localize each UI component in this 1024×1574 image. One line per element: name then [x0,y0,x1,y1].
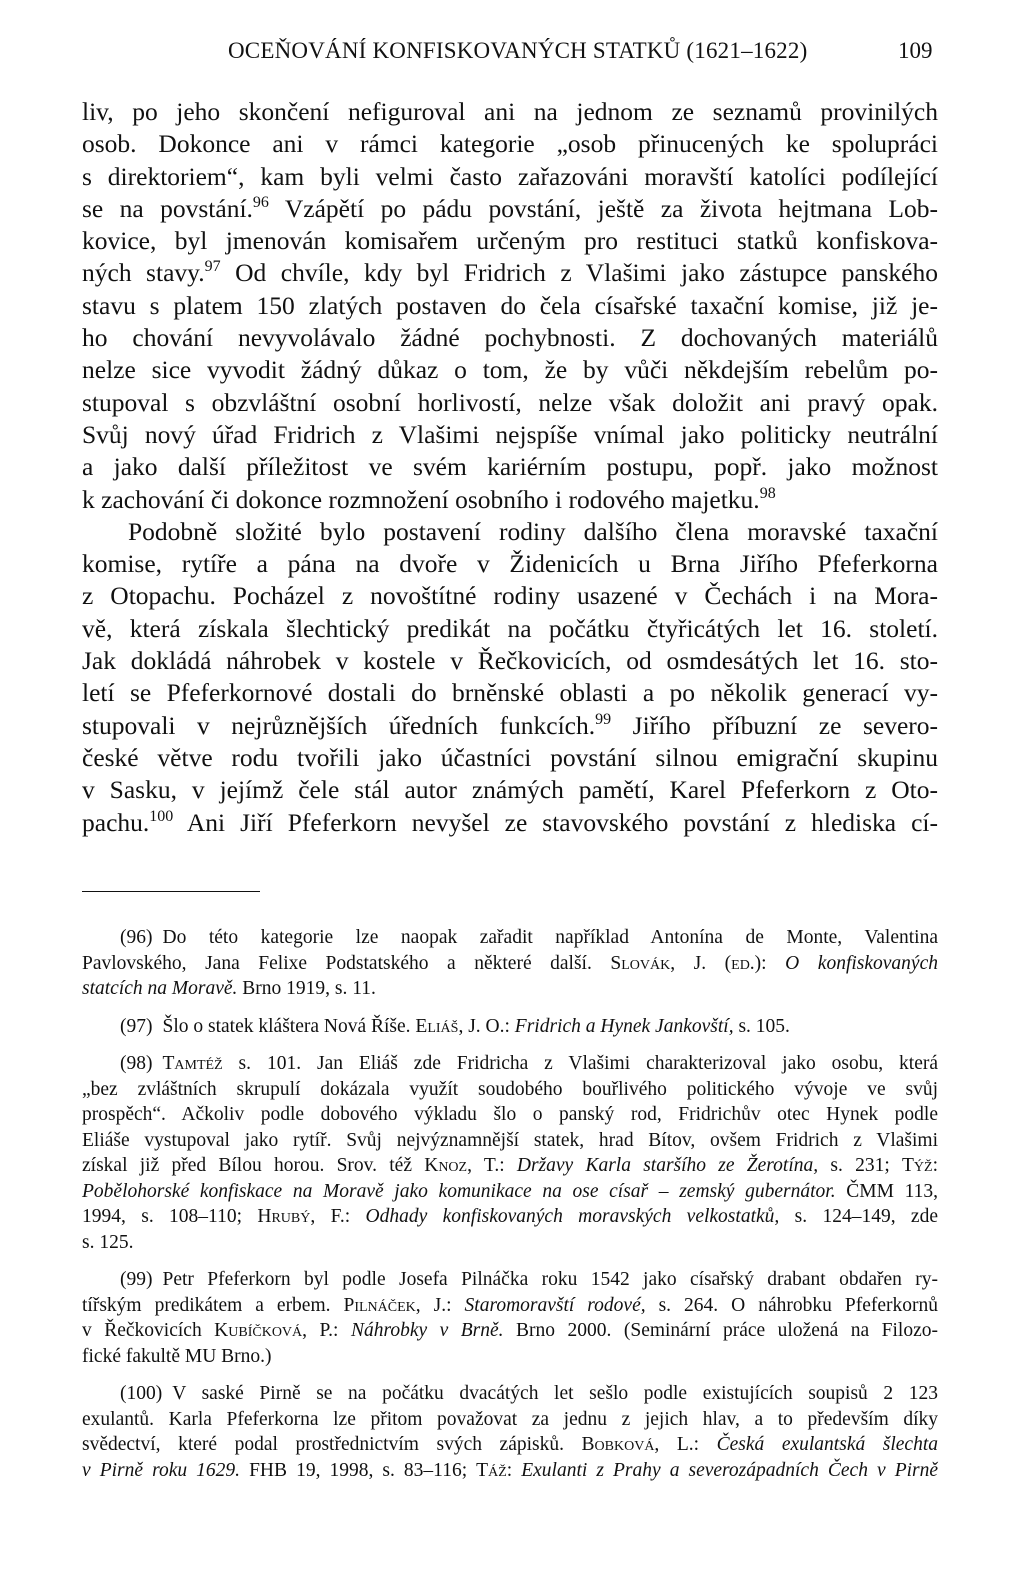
text-line: liv, po jeho skončení nefiguroval ani na jednom ze seznamů provinilých [82,97,938,126]
text-span [767,953,786,974]
footnote-number: (99) [120,1269,153,1290]
running-title: OCEŇOVÁNÍ KONFISKOVANÝCH STATKŮ (1621–1622) [228,38,808,63]
footnote-98 [82,1051,938,1255]
text-span: získal již před Bílou horou. Srov. též [82,1155,425,1176]
footnote-line: prospěch“. Ačkoliv podle dobového výkladu šlo o panský rod, Fridrichův otec Hynek podle [82,1104,938,1125]
work-title: Náhrobky v Brně. [350,1320,504,1341]
text-line: osob. Dokonce ani v rámci kategorie „osob přinucených ke spolupráci [82,129,938,159]
text-span: Brno 2000. (Seminární práce uložená na Filozo- [503,1320,938,1341]
footnote-separator [82,891,260,892]
footnote-line [82,1293,938,1319]
footnote-ref-97: 97 [204,258,221,276]
author-name: Kubíčková, P.: [214,1320,339,1341]
text-line: komise, rytíře a pána na dvoře v Židenicích u Brna Jiřího Pfeferkorna [82,549,938,579]
text-line: Jak dokládá náhrobek v kostele v Řečkovicích, od osmdesátých let 16. sto- [82,646,938,676]
text-line [82,710,938,742]
text-line: ho chování nevyvolávalo žádné pochybnosti. Z dochovaných materiálů [82,323,938,353]
work-title: Staromoravští rodové, [464,1294,646,1316]
footnote-ref-96: 96 [252,193,269,211]
text-line: stavu s platem 150 zlatých postaven do čela císařské taxační komise, již je- [82,290,938,320]
text-span: s. 264. O náhrobku Pfeferkornů [645,1294,938,1316]
author-name: Knoz, T.: [424,1155,505,1176]
page-header [0,34,1024,74]
text-span [338,1320,350,1341]
text-span: stupovali v nejrůznějších úředních funkcích. [82,710,596,740]
text-line [82,807,938,839]
footnote-line: exulantů. Karla Pfeferkorna lze přitom považovat za jednu z jejich hlav, a to především díky [82,1408,938,1430]
author-name: Tamtéž [162,1053,223,1074]
text-line: vě, která získala šlechtický predikát na počátku čtyřicátých let 16. století. [82,613,938,643]
text-span [512,1460,521,1481]
text-span [350,1206,365,1227]
author-name: Týž: [902,1155,938,1176]
text-line: v Sasku, v jejímž čele stál autor známých pamětí, Karel Pfeferkorn z Oto- [82,775,938,805]
text-span: Ani Jiří Pfeferkorn nevyšel ze stavovského povstání z hlediska cí- [173,807,938,837]
text-span: Vzápětí po pádu povstání, ještě za života hejtmana Lob- [268,193,938,223]
text-span: se na povstání. [82,193,253,223]
footnote-line: s. 125. [82,1231,134,1253]
text-span: Od chvíle, kdy byl Fridrich z Vlašimi jako zástupce panského [220,258,938,288]
text-line: Svůj nový úřad Fridrich z Vlašimi nejspíše vnímal jako politicky neutrální [82,419,938,449]
text-span: FHB 19, 1998, s. 83–116; [240,1459,477,1481]
footnote-line: „bez zvláštních skrupulí dokázala využít soudobého bouřlivého politického vývoje ve svůj [82,1078,938,1100]
text-span: 1994, s. 108–110; [82,1206,258,1227]
author-name: Bobková, L.: [581,1434,700,1455]
footnotes [82,925,938,1495]
work-title: v Pirně roku 1629. [82,1459,241,1481]
footnote-line [82,1051,938,1077]
work-title: statcích na Moravě. [82,978,238,999]
text-span: svědectví, které podal prostřednictvím svých zápisků. [82,1434,582,1455]
footnote-line [82,1458,938,1484]
work-title: Pobělohorské konfiskace na Moravě jako komunikace na ose císař – zemský gubernátor. [82,1180,836,1202]
footnote-99 [82,1267,938,1369]
footnote-line [82,1318,938,1344]
footnote-number: (96) [120,927,153,948]
footnote-line [82,976,938,1002]
main-text [82,96,938,839]
author-name: Pilnáček, J.: [343,1294,452,1316]
footnote-ref-99: 99 [595,710,612,728]
text-span: ných stavy. [82,258,205,288]
work-title: Državy Karla staršího ze Žerotína, [516,1155,819,1176]
author-name: Slovák, J. (ed.): [610,952,767,974]
text-span: k zachování či dokonce rozmnožení osobního i rodového majetku. [82,484,760,514]
text-span [699,1434,717,1455]
text-span: s. 101. Jan Eliáš zde Fridricha z Vlašimi charakterizoval jako osobu, která [222,1053,938,1074]
text-span: ČMM 113, [835,1180,938,1202]
footnote-line: Eliáše vystupoval jako rytíř. Svůj nejvýznamnější statek, hrad Bítov, ovšem Fridrich z Vlašimi [82,1129,938,1151]
text-line: české větve rodu tvořili jako účastníci povstání silnou emigrační skupinu [82,742,938,772]
work-title: Odhady konfiskovaných moravských velkostatků, [365,1206,780,1227]
text-line [82,193,938,225]
text-line: nelze sice vyvodit žádný důkaz o tom, že by vůči někdejším rebelům po- [82,355,938,385]
footnote-ref-100: 100 [149,807,174,825]
footnote-line [82,1381,938,1407]
text-span: Jiřího příbuzní ze severo- [611,710,938,740]
text-line: kovice, byl jmenován komisařem určeným pro restituci statků konfiskova- [82,226,938,256]
footnote-line [82,1432,938,1458]
footnote-ref-98: 98 [759,484,776,502]
footnote-line [82,925,938,951]
footnote-line [82,1179,938,1205]
text-span: Šlo o statek kláštera Nová Říše. [162,1015,416,1037]
text-line: s direktoriem“, kam byli velmi často zařazováni moravští katolíci podílející [82,161,938,191]
author-name: Táž: [476,1459,513,1481]
footnote-line [82,951,938,977]
text-line [82,484,938,516]
text-span: Brno 1919, s. 11. [237,978,376,999]
author-name: Eliáš, J. O.: [415,1015,510,1037]
text-span: v Řečkovicích [82,1320,215,1341]
footnote-100 [82,1381,938,1483]
page-number: 109 [898,38,933,63]
text-span: Pavlovského, Jana Felixe Podstatského a některé další. [82,952,611,974]
text-line: Podobně složité bylo postavení rodiny dalšího člena moravské taxační [128,516,938,546]
text-span: V saské Pirně se na počátku dvacátých let sešlo podle existujících soupisů 2 123 [172,1383,938,1404]
footnote-line [82,1204,938,1230]
text-span: s. 231; [818,1155,902,1176]
footnote-line [82,1153,938,1179]
author-name: Hrubý, F.: [257,1206,351,1227]
footnote-97 [82,1014,938,1040]
work-title: Exulanti z Prahy a severozápadních Čech v Pirně [521,1459,939,1481]
text-span [452,1295,465,1316]
text-span: Do této kategorie lze naopak zařadit například Antonína de Monte, Valentina [162,927,938,948]
footnote-line: fické fakultě MU Brno.) [82,1345,272,1367]
text-line: z Otopachu. Pocházel z novoštítné rodiny usazené v Čechách i na Mora- [82,581,938,611]
footnote-number: (97) [120,1015,153,1037]
footnote-96 [82,925,938,1002]
work-title: O konfiskovaných [785,952,938,974]
footnote-line [82,1014,938,1040]
text-line: letí se Pfeferkornové dostali do brněnské oblasti a po několik generací vy- [82,678,938,708]
footnote-number: (100) [120,1383,163,1404]
work-title: Fridrich a Hynek Jankovští, [514,1015,734,1037]
work-title: Česká exulantská šlechta [716,1434,939,1455]
text-span: s. 124–149, zde [779,1206,938,1227]
text-span: s. 105. [733,1015,790,1037]
footnote-number: (98) [120,1053,153,1074]
text-line: a jako další příležitost ve svém kariérním postupu, popř. jako možnost [82,452,938,482]
text-span: Petr Pfeferkorn byl podle Josefa Pilnáčka roku 1542 jako císařský drabant obdařen ry- [162,1269,938,1290]
text-span: tířským predikátem a erbem. [82,1294,344,1316]
text-span [505,1155,517,1176]
text-line [82,257,938,289]
text-span: pachu. [82,807,150,837]
footnote-line [82,1267,938,1293]
text-line: stupoval s obzvláštní osobní horlivostí, nelze však doložit ani pravý opak. [82,387,938,417]
